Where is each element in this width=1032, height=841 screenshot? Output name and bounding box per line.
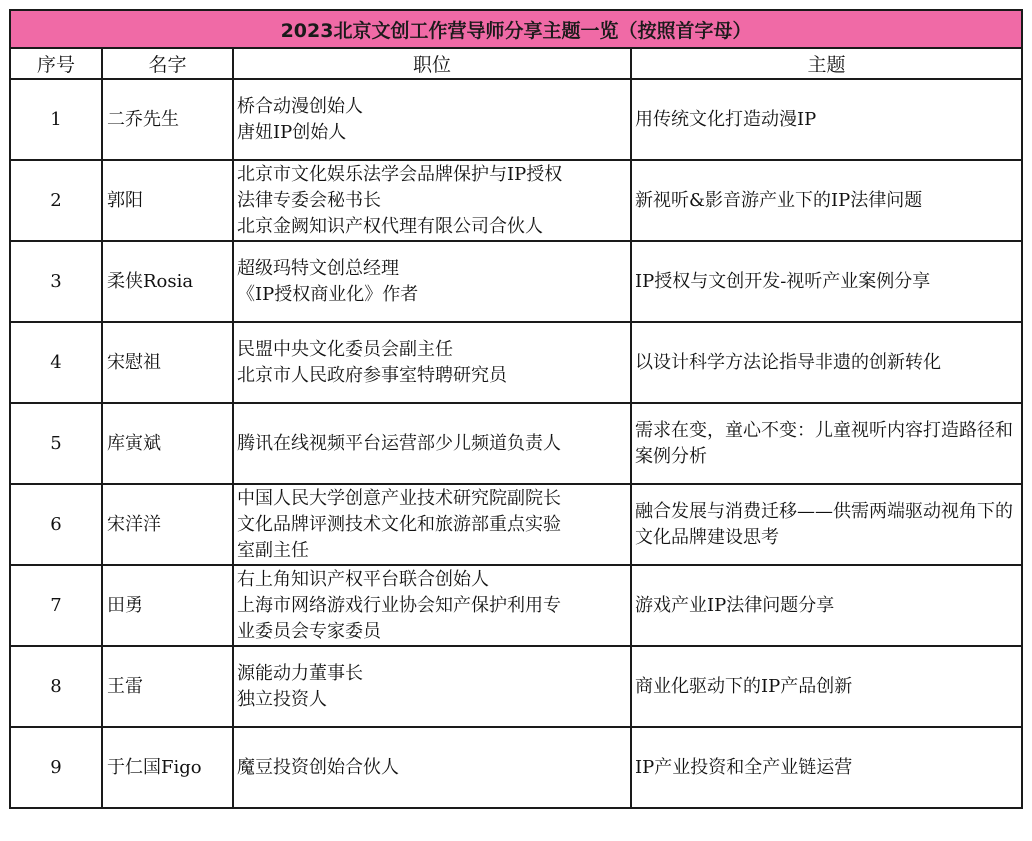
table-row [10, 160, 1022, 241]
topic-text: 游戏产业IP法律问题分享 [635, 594, 835, 616]
row-topic [631, 565, 1022, 646]
position-line: 法律专委会秘书长 [237, 189, 381, 211]
topic-text: 需求在变，童心不变：儿童视听内容打造路径和案例分析 [635, 419, 1013, 467]
header-row [10, 48, 1022, 79]
position-line: 右上角知识产权平台联合创始人 [237, 568, 489, 590]
row-name: 二乔先生 [102, 79, 233, 160]
mentor-topics-table [9, 9, 1023, 809]
table-row [10, 484, 1022, 565]
topic-text: IP授权与文创开发-视听产业案例分享 [635, 270, 931, 292]
row-position [233, 727, 631, 808]
row-position [233, 484, 631, 565]
row-topic [631, 403, 1022, 484]
row-index: 3 [10, 241, 102, 322]
topic-text: 新视听&影音游产业下的IP法律问题 [635, 189, 923, 211]
row-name: 柔侠Rosia [102, 241, 233, 322]
position-line: 中国人民大学创意产业技术研究院副院长 [237, 487, 561, 509]
row-index: 8 [10, 646, 102, 727]
row-topic [631, 646, 1022, 727]
topic-text: 商业化驱动下的IP产品创新 [635, 675, 853, 697]
row-index: 6 [10, 484, 102, 565]
row-name: 宋慰祖 [102, 322, 233, 403]
row-position [233, 160, 631, 241]
row-topic [631, 484, 1022, 565]
topic-text: 以设计科学方法论指导非遗的创新转化 [635, 351, 941, 373]
row-position [233, 322, 631, 403]
row-name: 库寅斌 [102, 403, 233, 484]
table-body [10, 79, 1022, 808]
row-topic [631, 727, 1022, 808]
row-topic [631, 322, 1022, 403]
header-index: 序号 [10, 48, 102, 79]
position-line: 上海市网络游戏行业协会知产保护利用专 [237, 594, 561, 616]
position-line: 源能动力董事长 [237, 662, 363, 684]
position-line: 室副主任 [237, 539, 309, 561]
row-topic [631, 79, 1022, 160]
row-position [233, 241, 631, 322]
table-row [10, 727, 1022, 808]
table-row [10, 322, 1022, 403]
row-name: 宋洋洋 [102, 484, 233, 565]
header-position: 职位 [233, 48, 631, 79]
table-title: 2023北京文创工作营导师分享主题一览（按照首字母） [10, 10, 1022, 48]
position-line: 独立投资人 [237, 688, 327, 710]
header-topic: 主题 [631, 48, 1022, 79]
row-position [233, 565, 631, 646]
position-line: 北京市文化娱乐法学会品牌保护与IP授权 [237, 163, 563, 185]
row-index: 7 [10, 565, 102, 646]
table-row [10, 565, 1022, 646]
row-index: 4 [10, 322, 102, 403]
table-row [10, 646, 1022, 727]
row-position [233, 79, 631, 160]
topic-text: 融合发展与消费迁移——供需两端驱动视角下的文化品牌建设思考 [635, 500, 1013, 548]
position-line: 腾讯在线视频平台运营部少儿频道负责人 [237, 432, 561, 454]
row-index: 5 [10, 403, 102, 484]
position-line: 唐妞IP创始人 [237, 121, 347, 143]
position-line: 《IP授权商业化》作者 [237, 283, 419, 305]
row-index: 1 [10, 79, 102, 160]
row-position [233, 403, 631, 484]
row-position [233, 646, 631, 727]
row-name: 王雷 [102, 646, 233, 727]
table-row [10, 79, 1022, 160]
row-topic [631, 241, 1022, 322]
position-line: 业委员会专家委员 [237, 620, 381, 642]
row-name: 田勇 [102, 565, 233, 646]
position-line: 文化品牌评测技术文化和旅游部重点实验 [237, 513, 561, 535]
table-row [10, 241, 1022, 322]
position-line: 魔豆投资创始合伙人 [237, 756, 399, 778]
topic-text: 用传统文化打造动漫IP [635, 108, 817, 130]
position-line: 超级玛特文创总经理 [237, 257, 399, 279]
position-line: 桥合动漫创始人 [237, 95, 363, 117]
position-line: 北京市人民政府参事室特聘研究员 [237, 364, 507, 386]
topic-text: IP产业投资和全产业链运营 [635, 756, 853, 778]
row-name: 郭阳 [102, 160, 233, 241]
row-topic [631, 160, 1022, 241]
row-index: 2 [10, 160, 102, 241]
table-row [10, 403, 1022, 484]
header-name: 名字 [102, 48, 233, 79]
position-line: 北京金阙知识产权代理有限公司合伙人 [237, 215, 543, 237]
row-index: 9 [10, 727, 102, 808]
position-line: 民盟中央文化委员会副主任 [237, 338, 453, 360]
row-name: 于仁国Figo [102, 727, 233, 808]
